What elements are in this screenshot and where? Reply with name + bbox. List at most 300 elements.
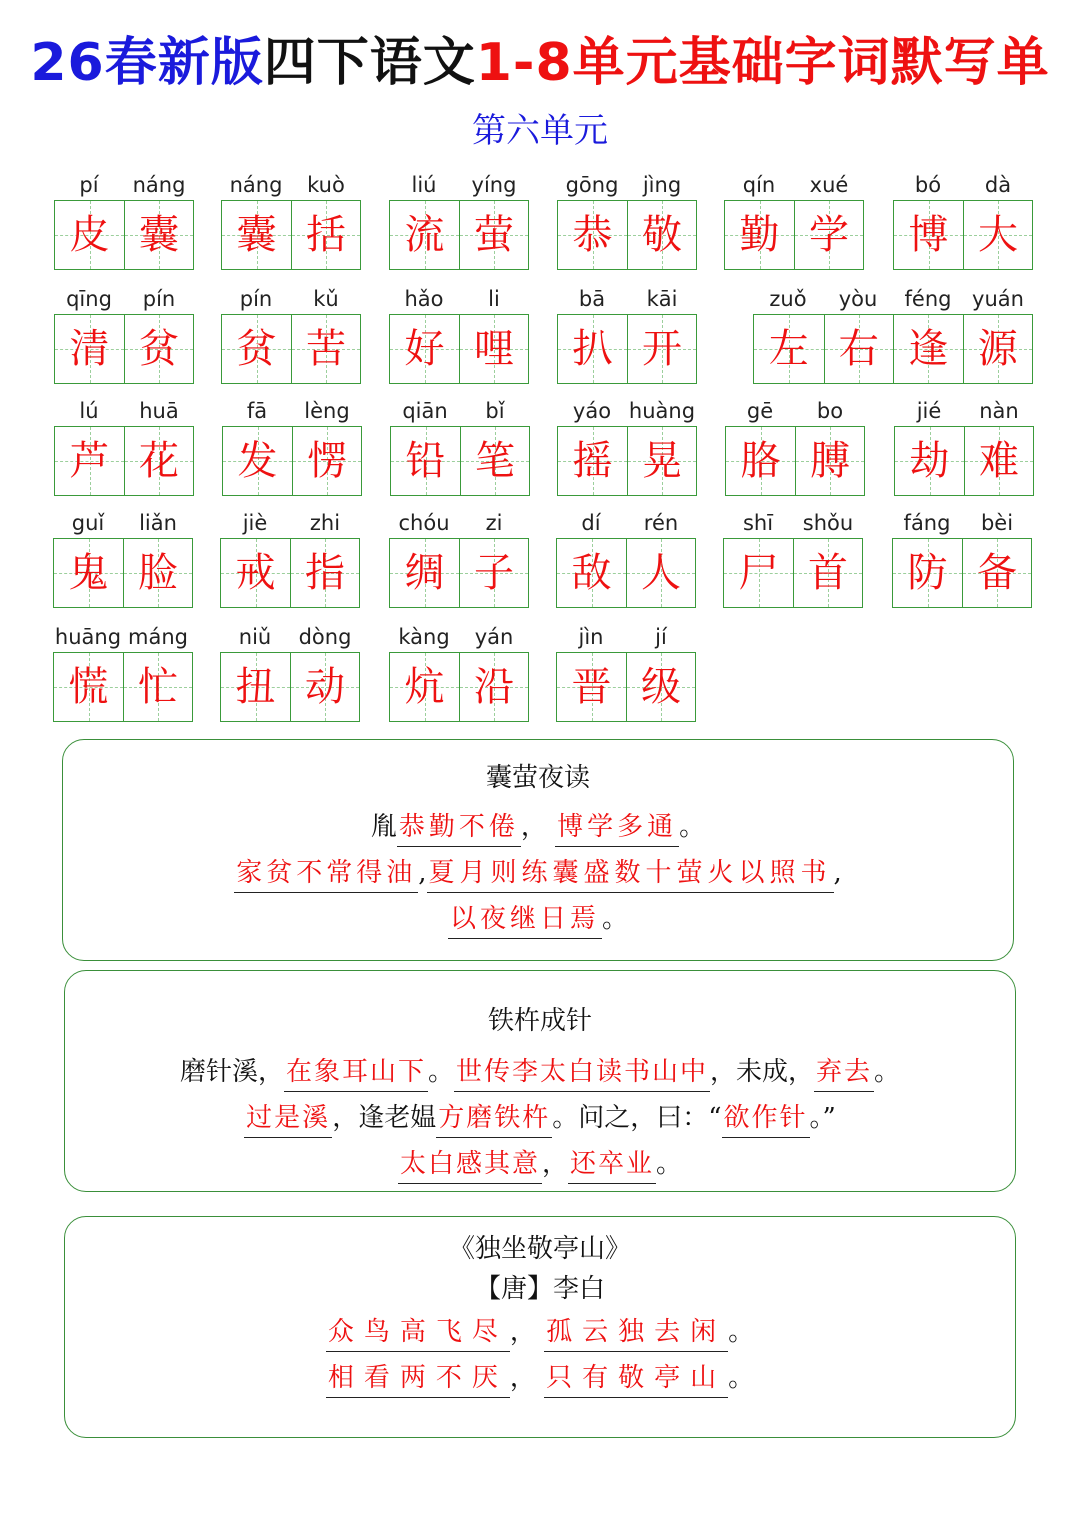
character: 括: [306, 212, 346, 258]
word-item: [725, 398, 865, 498]
character: 恭: [572, 212, 613, 258]
character-cell: [963, 201, 1032, 269]
answer-blank: 还卒业: [568, 1149, 656, 1184]
pinyin-row: [892, 510, 1032, 536]
answer-blank: 恭勤不倦: [397, 812, 521, 847]
answer-blank: 方磨铁杵: [436, 1103, 552, 1138]
word-item: [221, 286, 361, 386]
character-grid: [54, 314, 194, 384]
pinyin-label: guǐ: [71, 511, 105, 535]
answer-blank: 欲作针: [722, 1103, 810, 1138]
pinyin-row: [221, 286, 361, 312]
word-item: [389, 624, 529, 724]
word-item: [724, 172, 864, 272]
pinyin-label: jìn: [578, 625, 604, 649]
answer-blank: 以夜继日焉: [448, 904, 602, 939]
character-cell: [223, 427, 292, 495]
character-grid: [220, 538, 360, 608]
character-cell: [291, 315, 360, 383]
character-grid: [556, 538, 696, 608]
character-cell: [291, 201, 360, 269]
character-grid: [557, 314, 697, 384]
text-segment: ，逢老媪: [332, 1103, 437, 1133]
pinyin-row: [556, 510, 696, 536]
character: 皮: [69, 212, 110, 258]
word-item: [53, 624, 193, 724]
text-segment: ，: [520, 812, 547, 842]
word-item: [557, 286, 697, 386]
character: 摇: [572, 438, 613, 484]
character: 戒: [235, 550, 276, 596]
character: 晋: [571, 664, 612, 710]
pinyin-row: [557, 398, 697, 424]
character-cell: [962, 539, 1031, 607]
pinyin-row: [725, 398, 865, 424]
character: 难: [979, 438, 1019, 484]
character-grid: [220, 652, 360, 722]
passage-dujingting: [64, 1216, 1016, 1438]
word-item: [557, 398, 697, 498]
word-item: [892, 510, 1032, 610]
character-cell: [221, 653, 290, 721]
character-grid: [556, 652, 696, 722]
character-cell: [627, 201, 696, 269]
character-cell: [793, 539, 862, 607]
character-cell: [124, 201, 193, 269]
character-cell: [222, 201, 291, 269]
character-cell: [558, 315, 627, 383]
word-item: [894, 398, 1034, 498]
passage-nangying: [62, 739, 1014, 961]
passage-line: [65, 1101, 1015, 1138]
pinyin-label: fáng: [903, 511, 951, 535]
character-grid: [389, 200, 529, 270]
text-segment: ，: [509, 1317, 536, 1347]
pinyin-label: nàn: [979, 399, 1019, 423]
word-item: [54, 172, 194, 272]
character: 尸: [738, 550, 779, 596]
character-cell: [459, 201, 528, 269]
character-cell: [795, 427, 864, 495]
word-item: [220, 510, 360, 610]
word-item: [723, 510, 863, 610]
pinyin-row: [753, 286, 1033, 312]
pinyin-label: bó: [914, 173, 942, 197]
character: 哩: [474, 326, 514, 372]
character-grid: [557, 200, 697, 270]
character-grid: [894, 426, 1034, 496]
poem-line: [65, 1315, 1015, 1352]
character: 发: [237, 438, 278, 484]
character: 大: [978, 212, 1018, 258]
answer-blank: 孤云独去闲: [544, 1317, 728, 1352]
character-cell: [124, 427, 193, 495]
character-cell: [459, 653, 528, 721]
pinyin-row: [53, 624, 193, 650]
character: 笔: [475, 438, 515, 484]
character: 源: [977, 326, 1018, 372]
pinyin-label: gē: [746, 399, 774, 423]
pinyin-label: huàng: [628, 399, 696, 423]
character: 忙: [138, 664, 178, 710]
pinyin-row: [220, 624, 360, 650]
pinyin-row: [221, 172, 361, 198]
pinyin-label: yáo: [572, 399, 612, 423]
character-grid: [54, 200, 194, 270]
answer-blank: 世传李太白读书山中: [454, 1057, 710, 1092]
passage-line: [65, 1147, 1015, 1184]
pinyin-row: [389, 624, 529, 650]
passage-title: 囊萤夜读: [485, 763, 590, 793]
character-cell: [964, 427, 1033, 495]
character-cell: [290, 653, 359, 721]
word-item: [893, 172, 1033, 272]
character: 劫: [909, 438, 950, 484]
character: 首: [808, 550, 848, 596]
word-item: [221, 172, 361, 272]
answer-blank: 过是溪: [244, 1103, 332, 1138]
text-segment: 磨针溪，: [179, 1057, 284, 1087]
character-cell: [123, 653, 192, 721]
character-cell: [55, 315, 124, 383]
character-grid: [723, 538, 863, 608]
character: 囊: [139, 212, 179, 258]
passage-tiechu: [64, 970, 1016, 1192]
character-grid: [725, 426, 865, 496]
pinyin-row: [54, 398, 194, 424]
pinyin-label: qīng: [66, 287, 112, 311]
character: 沿: [474, 664, 514, 710]
character-cell: [794, 201, 863, 269]
text-segment: ，未成，: [710, 1057, 815, 1087]
text-segment: ，: [509, 1363, 536, 1393]
pinyin-label: máng: [128, 625, 188, 649]
character-cell: [390, 539, 459, 607]
character: 清: [69, 326, 110, 372]
answer-blank: 只有敬亭山: [544, 1363, 728, 1398]
character-grid: [390, 426, 530, 496]
character-cell: [725, 201, 794, 269]
pinyin-label: yòu: [838, 287, 878, 311]
pinyin-label: zhi: [309, 511, 341, 535]
pinyin-row: [723, 510, 863, 536]
pinyin-label: kuò: [307, 173, 345, 197]
passage-line: [65, 1055, 1015, 1092]
character-grid: [221, 200, 361, 270]
pinyin-row: [557, 172, 697, 198]
character-grid: [893, 200, 1033, 270]
pinyin-label: zi: [485, 511, 503, 535]
character: 博: [908, 212, 949, 258]
character-grid: [892, 538, 1032, 608]
character: 流: [404, 212, 445, 258]
character-cell: [55, 427, 124, 495]
answer-blank: 众鸟高飞尽: [326, 1317, 510, 1352]
character: 扭: [235, 664, 276, 710]
character-cell: [391, 427, 460, 495]
text-segment: 。: [427, 1057, 454, 1087]
character-cell: [724, 539, 793, 607]
pinyin-label: pín: [142, 287, 176, 311]
character: 胳: [740, 438, 781, 484]
word-item: [54, 398, 194, 498]
character-cell: [558, 201, 627, 269]
word-item: [54, 286, 194, 386]
character: 绸: [404, 550, 445, 596]
pinyin-row: [557, 286, 697, 312]
character: 愣: [307, 438, 347, 484]
text-segment: 。: [728, 1363, 755, 1393]
text-segment: 。: [874, 1057, 901, 1087]
character-grid: [221, 314, 361, 384]
pinyin-label: xué: [809, 173, 849, 197]
pinyin-label: kāi: [646, 287, 678, 311]
pinyin-label: hǎo: [404, 287, 444, 311]
pinyin-label: lèng: [304, 399, 350, 423]
character: 备: [977, 550, 1017, 596]
character: 贫: [236, 326, 277, 372]
word-item: [389, 286, 529, 386]
character: 子: [474, 550, 514, 596]
pinyin-label: chóu: [398, 511, 450, 535]
pinyin-label: li: [488, 287, 500, 311]
pinyin-label: pí: [79, 173, 99, 197]
character-cell: [754, 315, 824, 383]
passage-title: 铁杵成针: [487, 1006, 592, 1036]
answer-blank: 太白感其意: [398, 1149, 542, 1184]
character-cell: [895, 427, 964, 495]
text-segment: 胤: [370, 812, 397, 842]
character: 逢: [908, 326, 949, 372]
pinyin-label: rén: [643, 511, 679, 535]
word-item: [389, 510, 529, 610]
character: 勤: [739, 212, 780, 258]
answer-blank: 家贫不常得油: [234, 858, 418, 893]
pinyin-label: huāng: [54, 625, 122, 649]
character-cell: [54, 539, 123, 607]
character: 苦: [306, 326, 346, 372]
character-cell: [390, 201, 459, 269]
character-cell: [55, 201, 124, 269]
character-cell: [557, 653, 626, 721]
character: 右: [838, 326, 879, 372]
pinyin-label: bǐ: [485, 399, 505, 423]
character-grid: [557, 426, 697, 496]
pinyin-label: dòng: [298, 625, 352, 649]
character: 人: [641, 550, 681, 596]
pinyin-label: lú: [79, 399, 99, 423]
character: 动: [305, 664, 345, 710]
character-grid: [389, 652, 529, 722]
text-segment: 。”: [809, 1103, 836, 1133]
pinyin-label: fā: [246, 399, 268, 423]
character-grid: [53, 538, 193, 608]
character-cell: [290, 539, 359, 607]
character: 铅: [405, 438, 446, 484]
word-item: [556, 624, 696, 724]
character: 囊: [236, 212, 277, 258]
pinyin-label: liǎn: [139, 511, 177, 535]
word-item: [753, 286, 1033, 386]
pinyin-row: [894, 398, 1034, 424]
character: 花: [139, 438, 179, 484]
character-cell: [893, 315, 963, 383]
pinyin-label: dà: [984, 173, 1012, 197]
pinyin-row: [222, 398, 362, 424]
pinyin-label: qiān: [402, 399, 448, 423]
character: 敌: [571, 550, 612, 596]
pinyin-label: jié: [916, 399, 942, 423]
character-grid: [54, 426, 194, 496]
word-item: [222, 398, 362, 498]
answer-blank: 相看两不厌: [326, 1363, 510, 1398]
character: 防: [907, 550, 948, 596]
poem-author: 【唐】李白: [474, 1274, 605, 1304]
word-item: [390, 398, 530, 498]
character-grid: [389, 314, 529, 384]
title-edition: 26春新版: [30, 33, 264, 93]
character-cell: [626, 653, 695, 721]
pinyin-row: [220, 510, 360, 536]
answer-blank: 夏月则练囊盛数十萤火以照书: [427, 858, 834, 893]
character-cell: [459, 315, 528, 383]
character-cell: [626, 539, 695, 607]
pinyin-label: jiè: [242, 511, 268, 535]
pinyin-label: bā: [578, 287, 606, 311]
character: 萤: [474, 212, 514, 258]
character-grid: [724, 200, 864, 270]
character-grid: [389, 538, 529, 608]
character-cell: [124, 315, 193, 383]
character-cell: [893, 539, 962, 607]
pinyin-row: [389, 286, 529, 312]
character: 炕: [404, 664, 445, 710]
pinyin-label: náng: [132, 173, 186, 197]
pinyin-label: jìng: [642, 173, 682, 197]
answer-blank: 弃去: [814, 1057, 874, 1092]
page-title: [0, 28, 1080, 98]
pinyin-row: [54, 286, 194, 312]
pinyin-row: [390, 398, 530, 424]
character: 脸: [138, 550, 178, 596]
passage-line: [63, 902, 1013, 939]
character-cell: [123, 539, 192, 607]
pinyin-label: kàng: [398, 625, 450, 649]
pinyin-row: [53, 510, 193, 536]
character-grid: [222, 426, 362, 496]
pinyin-label: dí: [581, 511, 601, 535]
character-cell: [894, 201, 963, 269]
title-subject: 四下语文: [263, 33, 476, 93]
pinyin-label: bo: [816, 399, 844, 423]
pinyin-label: bèi: [980, 511, 1014, 535]
pinyin-row: [893, 172, 1033, 198]
pinyin-label: yuán: [972, 287, 1024, 311]
pinyin-row: [556, 624, 696, 650]
character: 指: [305, 550, 345, 596]
pinyin-label: huā: [139, 399, 179, 423]
character: 鬼: [68, 550, 109, 596]
pinyin-row: [389, 172, 529, 198]
pinyin-label: kǔ: [313, 287, 339, 311]
character-cell: [963, 315, 1033, 383]
character: 敬: [642, 212, 682, 258]
poem-title: 《独坐敬亭山》: [448, 1234, 631, 1264]
poem-line: [65, 1361, 1015, 1398]
character: 开: [642, 326, 682, 372]
character-cell: [292, 427, 361, 495]
character-cell: [557, 539, 626, 607]
word-item: [53, 510, 193, 610]
character: 扒: [572, 326, 613, 372]
character-cell: [390, 315, 459, 383]
character: 慌: [68, 664, 109, 710]
character: 芦: [69, 438, 110, 484]
character-cell: [558, 427, 627, 495]
passage-line: [63, 810, 1013, 847]
answer-blank: 博学多通: [555, 812, 679, 847]
text-segment: 。问之，曰：“: [552, 1103, 722, 1133]
pinyin-label: yíng: [471, 173, 517, 197]
passage-line: [63, 856, 1013, 893]
word-item: [557, 172, 697, 272]
pinyin-label: gōng: [565, 173, 619, 197]
character-cell: [459, 539, 528, 607]
pinyin-label: niǔ: [238, 625, 272, 649]
character-cell: [726, 427, 795, 495]
character: 贫: [139, 326, 179, 372]
pinyin-label: náng: [229, 173, 283, 197]
character: 晃: [642, 438, 682, 484]
character: 好: [404, 326, 445, 372]
pinyin-label: liú: [411, 173, 437, 197]
character: 左: [768, 326, 809, 372]
pinyin-row: [389, 510, 529, 536]
text-segment: 。: [602, 904, 629, 934]
text-segment: ,: [833, 858, 842, 888]
unit-subtitle: 第六单元: [472, 111, 608, 151]
pinyin-label: shī: [742, 511, 774, 535]
character-cell: [390, 653, 459, 721]
character-cell: [222, 315, 291, 383]
character-cell: [54, 653, 123, 721]
character-cell: [460, 427, 529, 495]
pinyin-label: jí: [655, 625, 667, 649]
text-segment: ,: [418, 858, 427, 888]
pinyin-row: [54, 172, 194, 198]
text-segment: 。: [679, 812, 706, 842]
pinyin-label: zuǒ: [769, 287, 807, 311]
character: 学: [809, 212, 849, 258]
character: 膊: [810, 438, 850, 484]
text-segment: ，: [541, 1149, 568, 1179]
character-cell: [627, 315, 696, 383]
pinyin-label: shǒu: [802, 511, 854, 535]
pinyin-label: pín: [239, 287, 273, 311]
word-item: [556, 510, 696, 610]
pinyin-label: féng: [904, 287, 952, 311]
character-cell: [221, 539, 290, 607]
character-grid: [53, 652, 193, 722]
pinyin-label: yán: [474, 625, 514, 649]
pinyin-row: [724, 172, 864, 198]
character-cell: [824, 315, 894, 383]
word-item: [220, 624, 360, 724]
answer-blank: 在象耳山下: [284, 1057, 428, 1092]
character: 级: [641, 664, 681, 710]
title-topic: 1-8单元基础字词默写单: [475, 33, 1050, 93]
text-segment: 。: [728, 1317, 755, 1347]
